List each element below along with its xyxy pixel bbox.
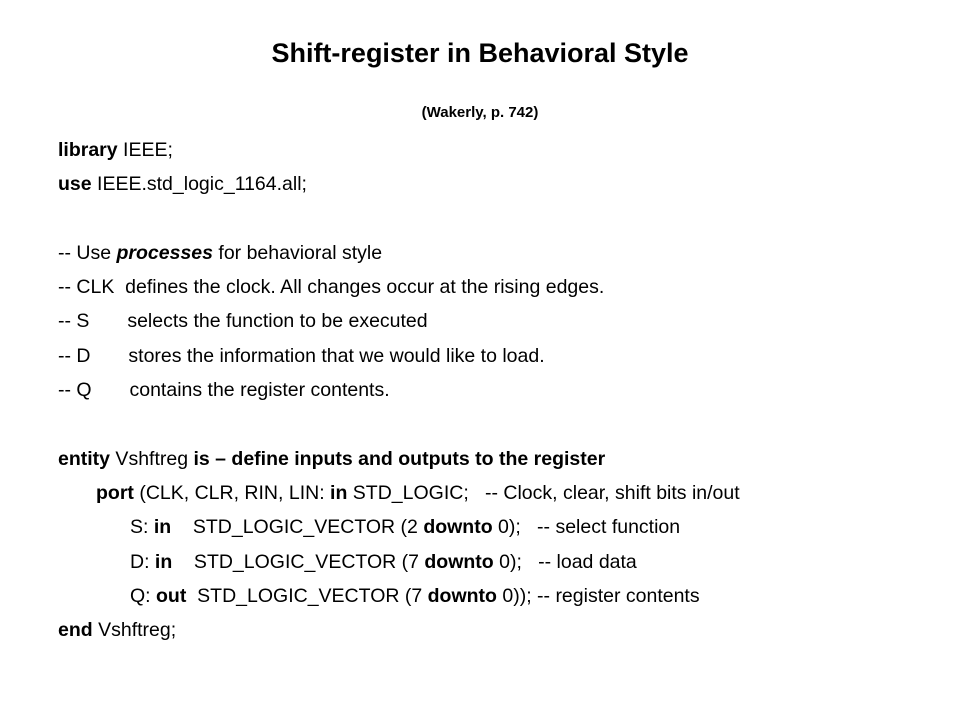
- code-text: for behavioral style: [212, 241, 383, 264]
- code-text: S:: [130, 516, 154, 539]
- keyword: downto: [424, 550, 494, 573]
- code-text: -- Use: [58, 241, 117, 264]
- code-text: STD_LOGIC_VECTOR (7: [172, 550, 425, 573]
- code-text: 0)); -- register contents: [496, 584, 700, 607]
- keyword: in: [153, 516, 172, 539]
- code-text: (CLK, CLR, RIN, LIN:: [133, 481, 331, 504]
- slide-subtitle: (Wakerly, p. 742): [421, 104, 539, 121]
- keyword: downto: [423, 516, 493, 539]
- code-line: [58, 579, 948, 613]
- slide-title: Shift-register in Behavioral Style: [271, 38, 689, 68]
- keyword: is – define inputs and outputs to the register: [193, 447, 606, 470]
- keyword: in: [330, 481, 348, 504]
- keyword: out: [156, 584, 187, 607]
- code-line: [58, 133, 948, 167]
- code-text: 0); -- load data: [493, 550, 637, 573]
- code-text: -- S selects the function to be executed: [58, 310, 428, 333]
- code-text: Vshftreg;: [92, 619, 177, 642]
- code-text: IEEE;: [117, 139, 173, 161]
- code-line: [58, 270, 948, 304]
- blank-line: [58, 202, 948, 236]
- code-text: IEEE.std_logic_1164.all;: [91, 173, 307, 196]
- keyword: library: [58, 139, 118, 161]
- code-line: [58, 304, 948, 338]
- code-text: D:: [130, 550, 155, 573]
- keyword: use: [58, 173, 92, 196]
- keyword: in: [154, 550, 173, 573]
- code-line: [58, 442, 948, 476]
- code-text: STD_LOGIC_VECTOR (2: [171, 516, 424, 539]
- code-line: [58, 373, 948, 407]
- code-block: [58, 133, 948, 647]
- code-line: [58, 339, 948, 373]
- code-text: STD_LOGIC; -- Clock, clear, shift bits in/out: [347, 481, 740, 504]
- code-line: [58, 476, 948, 510]
- code-text: -- Q contains the register contents.: [58, 379, 390, 402]
- code-text: -- D stores the information that we would like to load.: [58, 344, 545, 367]
- code-text: Q:: [130, 584, 157, 607]
- blank-line: [58, 407, 948, 441]
- code-text: 0); -- select function: [492, 516, 681, 539]
- code-text: -- CLK defines the clock. All changes occur at the rising edges.: [58, 276, 605, 299]
- code-line: [58, 545, 948, 579]
- keyword: entity: [58, 447, 111, 470]
- code-text: Vshftreg: [110, 447, 194, 470]
- code-line: [58, 510, 948, 544]
- keyword: port: [96, 481, 134, 504]
- keyword: end: [58, 619, 93, 642]
- code-text: STD_LOGIC_VECTOR (7: [186, 584, 428, 607]
- emphasis: processes: [116, 241, 213, 264]
- keyword: downto: [427, 584, 497, 607]
- code-line: [58, 613, 948, 647]
- code-line: [58, 167, 948, 201]
- code-line: [58, 236, 948, 270]
